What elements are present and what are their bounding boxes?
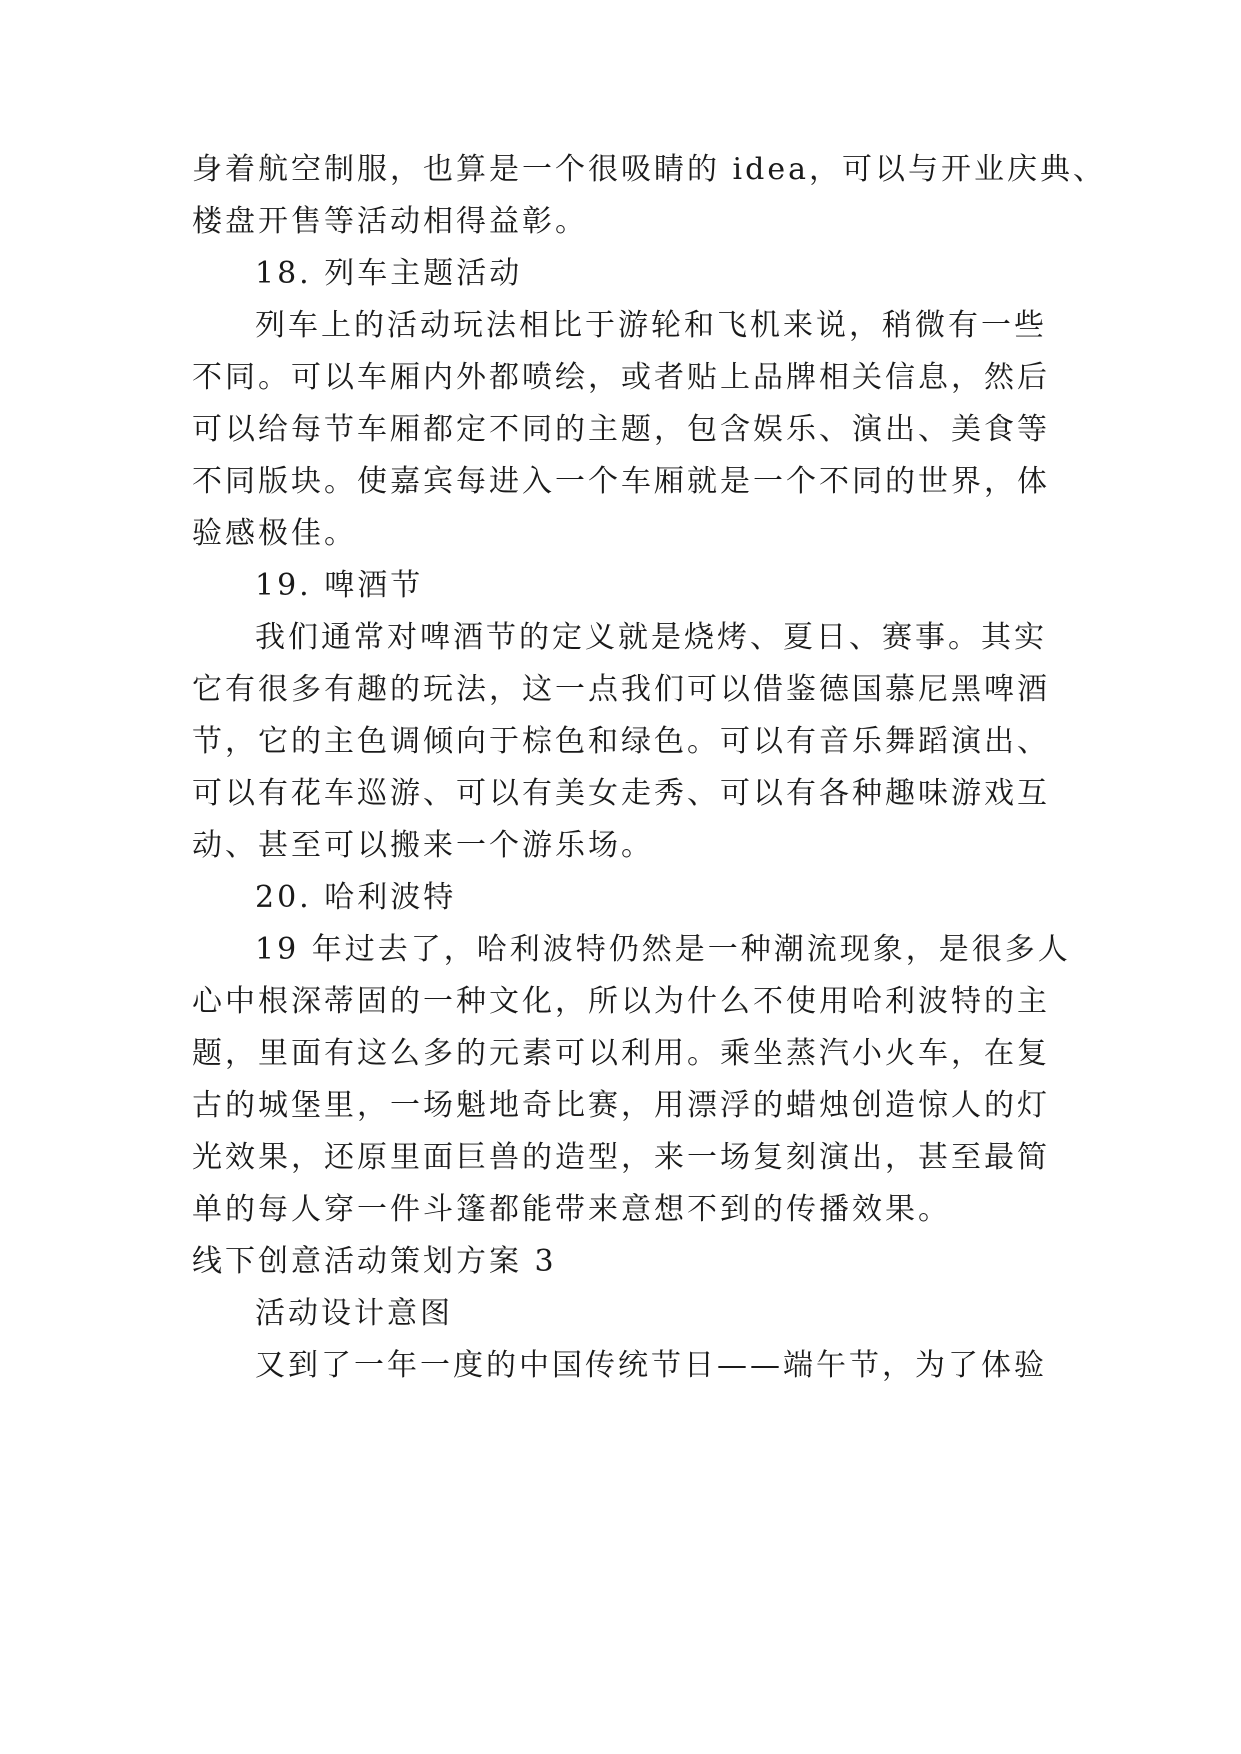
paragraph-line: 单的每人穿一件斗篷都能带来意想不到的传播效果。	[192, 1192, 951, 1227]
paragraph-line: 身着航空制服，也算是一个很吸睛的 idea，可以与开业庆典、	[192, 152, 1106, 187]
paragraph-line: 可以给每节车厢都定不同的主题，包含娱乐、演出、美食等	[192, 412, 1050, 447]
paragraph-line: 19 年过去了，哈利波特仍然是一种潮流现象，是很多人	[255, 932, 1071, 967]
paragraph-line: 光效果，还原里面巨兽的造型，来一场复刻演出，甚至最简	[192, 1140, 1050, 1175]
paragraph-line: 楼盘开售等活动相得益彰。	[192, 204, 588, 239]
paragraph-line: 验感极佳。	[192, 516, 357, 551]
paragraph-line: 列车上的活动玩法相比于游轮和飞机来说，稍微有一些	[255, 308, 1047, 343]
paragraph-line: 心中根深蒂固的一种文化，所以为什么不使用哈利波特的主	[192, 984, 1050, 1019]
paragraph-line: 我们通常对啤酒节的定义就是烧烤、夏日、赛事。其实	[255, 620, 1047, 655]
paragraph-line: 可以有花车巡游、可以有美女走秀、可以有各种趣味游戏互	[192, 776, 1050, 811]
section-heading-20: 20. 哈利波特	[255, 880, 457, 915]
paragraph-line: 古的城堡里，一场魁地奇比赛，用漂浮的蜡烛创造惊人的灯	[192, 1088, 1050, 1123]
paragraph-line: 它有很多有趣的玩法，这一点我们可以借鉴德国慕尼黑啤酒	[192, 672, 1050, 707]
subsection-heading: 活动设计意图	[255, 1296, 453, 1331]
section-heading-18: 18. 列车主题活动	[255, 256, 523, 291]
paragraph-line: 节，它的主色调倾向于棕色和绿色。可以有音乐舞蹈演出、	[192, 724, 1050, 759]
document-section-title: 线下创意活动策划方案 3	[192, 1244, 557, 1279]
section-heading-19: 19. 啤酒节	[255, 568, 424, 603]
paragraph-line: 动、甚至可以搬来一个游乐场。	[192, 828, 654, 863]
paragraph-line: 不同版块。使嘉宾每进入一个车厢就是一个不同的世界，体	[192, 464, 1050, 499]
paragraph-line: 题，里面有这么多的元素可以利用。乘坐蒸汽小火车，在复	[192, 1036, 1050, 1071]
paragraph-line: 又到了一年一度的中国传统节日——端午节，为了体验	[255, 1348, 1047, 1383]
paragraph-line: 不同。可以车厢内外都喷绘，或者贴上品牌相关信息，然后	[192, 360, 1050, 395]
